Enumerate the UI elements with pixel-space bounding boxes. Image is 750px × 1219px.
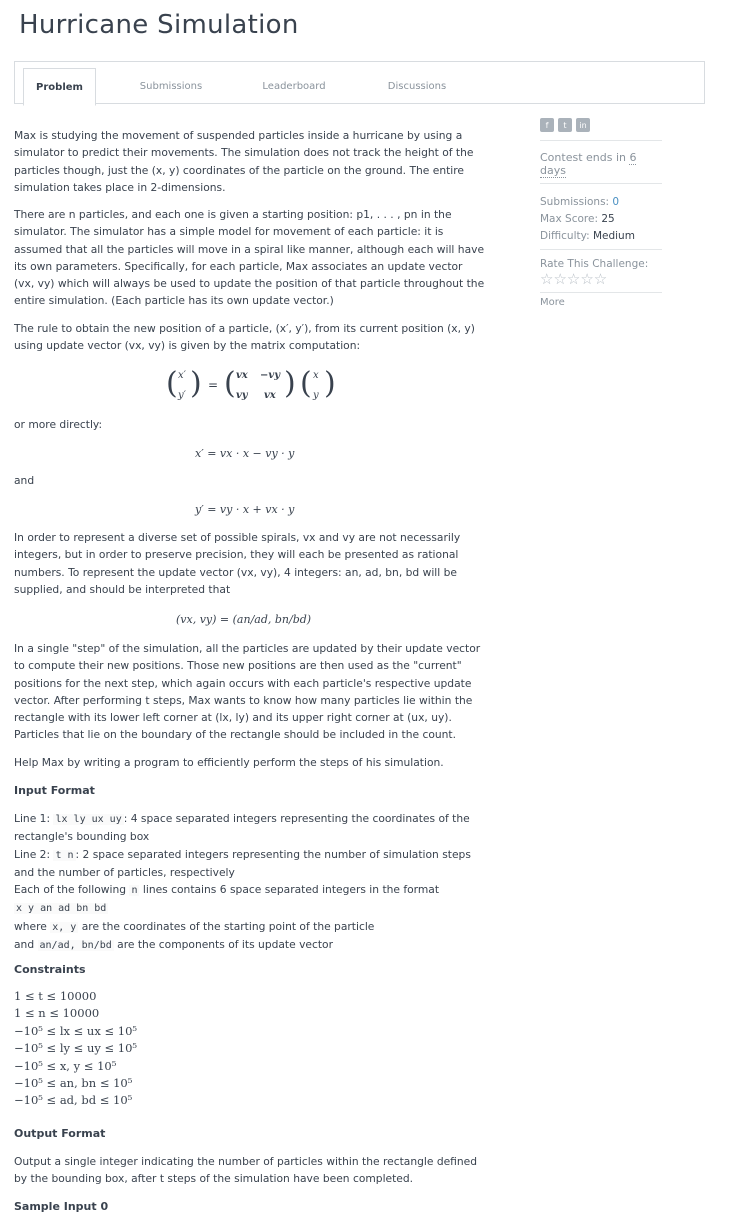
input-line-5 (14, 918, 486, 936)
matrix-rhs-top: x (313, 370, 319, 381)
input-line-2-prefix: Line 2: (14, 847, 51, 861)
submissions-label: Submissions: (540, 196, 610, 208)
difficulty-label: Difficulty: (540, 230, 590, 242)
input-line-6-desc: are the components of its update vector (117, 938, 333, 952)
matrix-lhs-bottom: y′ (178, 390, 186, 401)
matrix-rhs-bottom: y (313, 390, 319, 401)
paragraph-rule: The rule to obtain the new position of a particle, (x′, y′), from its current position (x, y) using update vector (vx, vy) is given by the matrix computation: (14, 322, 475, 353)
constraint-item: −10⁵ ≤ ad, bd ≤ 10⁵ (14, 1093, 133, 1108)
paren-close-3: ) (324, 366, 336, 401)
tab-leaderboard[interactable]: Leaderboard (262, 81, 326, 92)
rating-stars[interactable]: ☆☆☆☆☆ (540, 270, 608, 288)
sidebar-divider (540, 292, 662, 293)
input-line-3 (14, 881, 486, 899)
paren-close-1: ) (190, 366, 202, 401)
constraint-item: 1 ≤ n ≤ 10000 (14, 1006, 100, 1021)
constraint-item: −10⁵ ≤ an, bn ≤ 10⁵ (14, 1076, 133, 1091)
matrix-equals: = (208, 378, 219, 392)
more-link[interactable]: More (540, 297, 565, 308)
matrix-equation (166, 363, 346, 411)
difficulty-stat (540, 228, 662, 245)
tab-submissions[interactable]: Submissions (139, 81, 203, 92)
challenge-stats (540, 194, 662, 245)
text-or-more-directly: or more directly: (14, 418, 103, 431)
linkedin-icon[interactable]: in (576, 118, 590, 132)
input-line-2-code: t n (55, 849, 74, 861)
input-line-2 (14, 846, 486, 882)
input-line-3-prefix: Each of the following (14, 883, 127, 897)
input-line-1 (14, 810, 486, 846)
tab-bar (14, 61, 705, 104)
page-title: Hurricane Simulation (19, 10, 299, 40)
difficulty-value: Medium (592, 230, 635, 242)
submissions-value[interactable]: 0 (612, 196, 620, 208)
equation-y-prime: y′ = vy · x + vx · y (195, 503, 295, 516)
rate-label: Rate This Challenge: (540, 258, 649, 270)
matrix-lhs-top: x′ (178, 370, 186, 381)
paragraph-step: In a single "step" of the simulation, all the particles are updated by their update vector to compute their new positions. Those new positions are then used as the "current" positions for the next step, which again occurs with each particle's respective update vector. After performing t steps, Max wants to know how many particles lie within the rectangle with its lower left corner at (lx, ly) and its upper right corner at (ux, uy). Particles that lie on the boundary of the rectangle should be included in the count. (14, 642, 481, 742)
contest-ends-value: 6 days (540, 151, 637, 177)
matrix-m11: vx (236, 370, 248, 381)
paren-open-1: ( (166, 366, 178, 401)
constraint-item: −10⁵ ≤ ly ≤ uy ≤ 10⁵ (14, 1041, 138, 1056)
input-format-body (14, 810, 486, 954)
paren-close-2: ) (284, 366, 296, 401)
paragraph-particles: There are n particles, and each one is given a starting position: p1, . . . , pn in the simulator. The simulator has a simple model for movement of each particle: it is assumed that all the particles will move in a spiral like manner, although each will have its own parameters. Specifically, for each particle, Max associates an update vector (vx, vy) which will always be used to update the position of that particle throughout the entire simulation. (Each particle has its own update vector.) (14, 208, 485, 308)
challenge-sidebar (540, 118, 662, 308)
facebook-icon[interactable]: f (540, 118, 554, 132)
twitter-icon[interactable]: t (558, 118, 572, 132)
input-line-1-prefix: Line 1: (14, 812, 51, 825)
constraints-list (14, 988, 137, 1110)
output-format-text: Output a single integer indicating the number of particles within the rectangle defined by the bounding box, after t steps of the simulation have been completed. (14, 1155, 478, 1186)
input-line-6-code: an/ad, bn/bd (39, 940, 112, 952)
input-line-4 (14, 899, 486, 917)
output-format-header: Output Format (14, 1127, 106, 1140)
sidebar-divider (540, 140, 662, 141)
matrix-m12: −vy (260, 370, 280, 381)
input-line-5-code: x, y (52, 921, 77, 933)
paragraph-intro: Max is studying the movement of suspended particles inside a hurricane by using a simulator to predict their movements. The simulation does not track the height of the particles though, just the (x, y) coordinates of the particle on the ground. The entire simulation takes place in 2-dimensions. (14, 129, 474, 194)
input-line-3-desc: lines contains 6 space separated integers in the format (142, 883, 440, 897)
input-line-5-prefix: where (14, 919, 47, 933)
tab-problem[interactable]: Problem (23, 68, 96, 106)
social-share (540, 118, 662, 132)
max-score-stat (540, 211, 662, 228)
contest-ends-label: Contest ends in (540, 151, 626, 164)
max-score-value: 25 (601, 213, 615, 225)
input-line-2-desc: : 2 space separated integers representing the number of simulation steps and the number of particles, respectively (14, 847, 471, 879)
submissions-stat (540, 194, 662, 211)
input-line-6-prefix: and (14, 938, 35, 952)
paren-open-2: ( (224, 366, 236, 401)
paragraph-rational: In order to represent a diverse set of possible spirals, vx and vy are not necessarily integers, but in order to preserve precision, they will each be presented as rational numbers. To represent the update vector (vx, vy), 4 integers: an, ad, bn, bd will be supplied, and should be interpreted that (14, 531, 461, 596)
contest-ends (540, 151, 662, 177)
max-score-label: Max Score: (540, 213, 598, 225)
constraint-item: −10⁵ ≤ lx ≤ ux ≤ 10⁵ (14, 1023, 138, 1038)
input-line-5-desc: are the coordinates of the starting point of the particle (81, 919, 375, 933)
constraint-item: 1 ≤ t ≤ 10000 (14, 989, 97, 1003)
paren-open-3: ( (300, 366, 312, 401)
equation-x-prime: x′ = vx · x − vy · y (195, 447, 295, 460)
text-and: and (14, 474, 35, 487)
input-line-6 (14, 936, 486, 954)
matrix-m21: vy (236, 390, 248, 401)
paragraph-help: Help Max by writing a program to efficiently perform the steps of his simulation. (14, 756, 444, 769)
sample-input-header: Sample Input 0 (14, 1200, 109, 1213)
input-format-header: Input Format (14, 784, 95, 797)
sidebar-divider (540, 249, 662, 250)
constraints-header: Constraints (14, 963, 86, 976)
equation-update-vector: (vx, vy) = (an/ad, bn/bd) (176, 613, 312, 626)
tab-discussions[interactable]: Discussions (387, 81, 447, 92)
sidebar-divider (540, 183, 662, 184)
input-line-1-code: lx ly ux uy (55, 814, 122, 825)
input-line-1-desc: : 4 space separated integers representing the coordinates of the rectangle's bounding box (14, 812, 470, 844)
constraint-item: −10⁵ ≤ x, y ≤ 10⁵ (14, 1058, 117, 1073)
matrix-m22: vx (264, 390, 276, 401)
input-line-3-code: n (131, 885, 138, 897)
input-line-4-code: x y an ad bn bd (16, 903, 107, 915)
